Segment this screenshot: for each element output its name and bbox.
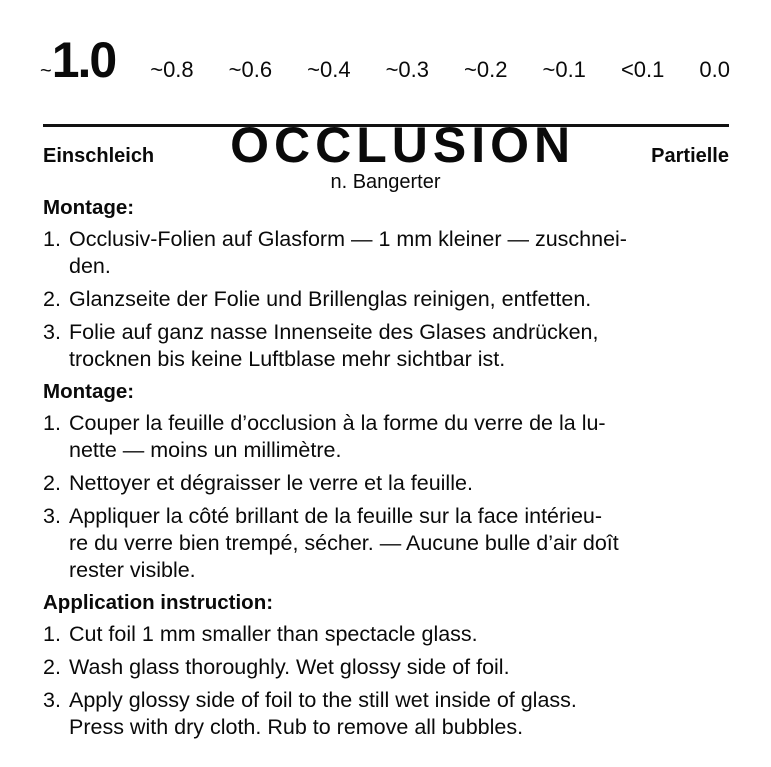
title-left: Einschleich <box>43 145 155 167</box>
list-item <box>43 621 731 648</box>
item-number: 1. <box>43 227 61 251</box>
text-line: Cut foil 1 mm smaller than spectacle glass. <box>69 622 478 646</box>
list-item <box>43 470 731 497</box>
item-number: 2. <box>43 655 61 679</box>
scale-value-first: ~1.0 <box>40 32 116 88</box>
text-line: Occlusiv-Folien auf Glasform — 1 mm kleiner — zuschnei- <box>69 227 627 251</box>
section-heading: Montage: <box>43 380 135 403</box>
item-text <box>69 226 731 280</box>
scale-value: ~0.8 <box>150 57 194 82</box>
text-line: rester visible. <box>69 558 196 582</box>
author: n. Bangerter <box>330 171 441 193</box>
item-text <box>69 503 731 584</box>
acuity-scale <box>40 34 730 97</box>
scale-value: ~0.4 <box>307 57 351 82</box>
item-number: 3. <box>43 504 61 528</box>
scale-value: <0.1 <box>620 57 665 82</box>
title-right: Partielle <box>651 145 729 167</box>
item-text <box>69 410 731 464</box>
text-line: Wash glass thoroughly. Wet glossy side of foil. <box>69 655 510 679</box>
instruction-section <box>43 379 731 584</box>
page-title: OCCLUSION <box>230 117 576 173</box>
instructions <box>43 195 731 747</box>
item-text <box>69 621 731 648</box>
list-item <box>43 687 731 741</box>
section-heading: Montage: <box>43 196 135 219</box>
list-item <box>43 319 731 373</box>
item-text <box>69 286 731 313</box>
text-line: den. <box>69 254 111 278</box>
list-item <box>43 654 731 681</box>
item-text <box>69 470 731 497</box>
text-line: Apply glossy side of foil to the still wet inside of glass. <box>69 688 577 712</box>
scale-value: ~0.1 <box>542 57 586 82</box>
text-line: Glanzseite der Folie und Brillenglas reinigen, entfetten. <box>69 287 592 311</box>
item-text <box>69 319 731 373</box>
item-text <box>69 654 731 681</box>
item-number: 1. <box>43 411 61 435</box>
scale-value: 0.0 <box>699 57 730 82</box>
title-row <box>43 117 729 173</box>
scale-value: ~0.6 <box>228 57 273 82</box>
item-number: 1. <box>43 622 61 646</box>
scale-value: ~0.3 <box>385 57 430 82</box>
item-number: 2. <box>43 471 61 495</box>
text-line: nette — moins un millimètre. <box>69 438 342 462</box>
list-item <box>43 410 731 464</box>
text-line: Folie auf ganz nasse Innenseite des Glases andrücken, <box>69 320 599 344</box>
list-item <box>43 503 731 584</box>
list-item <box>43 286 731 313</box>
item-text <box>69 687 731 741</box>
list-item <box>43 226 731 280</box>
item-number: 3. <box>43 688 61 712</box>
instruction-section <box>43 590 731 741</box>
section-heading: Application instruction: <box>43 591 274 614</box>
text-line: Appliquer la côté brillant de la feuille sur la face intérieu- <box>69 504 603 528</box>
scale-value: ~0.2 <box>464 57 508 82</box>
text-line: Nettoyer et dégraisser le verre et la feuille. <box>69 471 473 495</box>
text-line: trocknen bis keine Luftblase mehr sichtbar ist. <box>69 347 506 371</box>
item-number: 3. <box>43 320 61 344</box>
text-line: Couper la feuille d’occlusion à la forme du verre de la lu- <box>69 411 606 435</box>
text-line: Press with dry cloth. Rub to remove all bubbles. <box>69 715 524 739</box>
text-line: re du verre bien trempé, sécher. — Aucune bulle d’air doît <box>69 531 619 555</box>
item-number: 2. <box>43 287 61 311</box>
instruction-section <box>43 195 731 373</box>
